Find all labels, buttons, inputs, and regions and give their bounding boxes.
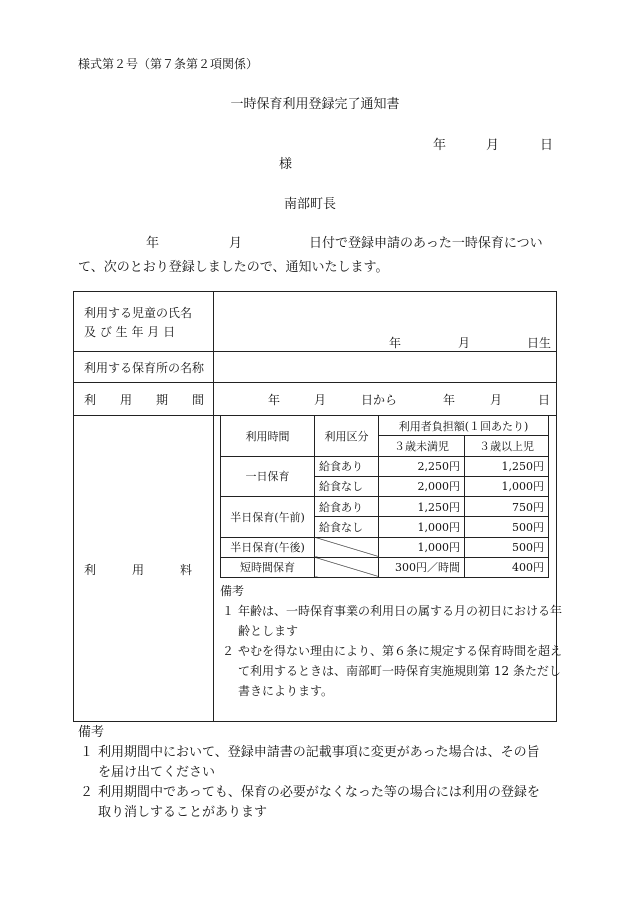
fee-over3: 500円	[465, 537, 549, 557]
intro-line2: て、次のとおり登録しましたので、通知いたします。	[78, 260, 389, 275]
period-label: 利 用 期 間	[84, 393, 205, 407]
fee-note-number: １	[222, 604, 235, 618]
fee-note-text: 齢とします	[238, 624, 299, 638]
fee-note-number: ２	[222, 644, 235, 658]
bottom-note-text: 利用期間中であっても、保育の必要がなくなった等の場合には利用の登録を	[98, 785, 540, 800]
fee-note-text: やむを得ない理由により、第６条に規定する保育時間を超え	[238, 644, 563, 658]
fee-under3: 1,250円	[379, 497, 465, 517]
bottom-note-number: １	[80, 745, 94, 760]
facility-label: 利用する保育所の名称	[84, 361, 205, 375]
bottom-note-number: ２	[80, 785, 94, 800]
fee-time: 半日保育(午後)	[221, 537, 315, 557]
fee-category: 給食なし	[315, 476, 379, 496]
fee-time: 短時間保育	[221, 557, 315, 577]
period-year-to: 年	[443, 393, 456, 407]
birth-year: 年	[389, 336, 402, 350]
fee-header-over3: ３歳以上児	[465, 436, 549, 456]
fee-category-empty	[315, 537, 379, 557]
period-year-from: 年	[268, 393, 281, 407]
table-row	[221, 456, 549, 476]
table-row	[221, 537, 549, 557]
fee-category-empty	[315, 557, 379, 577]
fee-notes-title: 備考	[220, 584, 245, 598]
table-row	[221, 497, 549, 517]
fee-over3: 400円	[465, 557, 549, 577]
fee-category: 給食あり	[315, 456, 379, 476]
intro-year: 年	[146, 236, 160, 251]
fee-under3: 300円／時間	[379, 557, 465, 577]
fee-over3: 750円	[465, 497, 549, 517]
fee-under3: 1,000円	[379, 537, 465, 557]
bottom-note-text: 取り消しすることがあります	[98, 805, 268, 820]
bottom-notes-title: 備考	[78, 725, 105, 740]
date-year: 年	[433, 138, 447, 153]
fee-time: 半日保育(午前)	[221, 497, 315, 538]
fee-under3: 2,000円	[379, 476, 465, 496]
fee-under3: 2,250円	[379, 456, 465, 476]
intro-month: 月	[229, 236, 243, 251]
table-row	[221, 557, 549, 577]
fee-header-charge: 利用者負担額(１回あたり)	[379, 416, 549, 436]
birth-day: 日生	[527, 336, 552, 350]
fee-time: 一日保育	[221, 456, 315, 497]
fee-note-text: 年齢は、一時保育事業の利用日の属する月の初日における年	[238, 604, 563, 618]
fee-category: 給食なし	[315, 517, 379, 537]
date-day: 日	[540, 138, 554, 153]
fee-over3: 1,000円	[465, 476, 549, 496]
issuer: 南部町長	[284, 197, 337, 212]
fee-header-under3: ３歳未満児	[379, 436, 465, 456]
addressee-suffix: 様	[279, 157, 293, 172]
date-month: 月	[486, 138, 500, 153]
period-day-to: 日	[538, 393, 551, 407]
bottom-note-text: を届け出てください	[98, 765, 216, 780]
fee-note-text: 書きによります。	[238, 684, 334, 698]
fee-note-text: て利用するときは、南部町一時保育実施規則第 12 条ただし	[238, 664, 561, 678]
fee-over3: 1,250円	[465, 456, 549, 476]
fee-header-category: 利用区分	[315, 416, 379, 457]
period-month-to: 月	[490, 393, 503, 407]
form-number: 様式第２号（第７条第２項関係）	[78, 57, 259, 71]
document-title: 一時保育利用登録完了通知書	[230, 97, 400, 112]
period-month-from: 月	[314, 393, 327, 407]
fee-over3: 500円	[465, 517, 549, 537]
fee-under3: 1,000円	[379, 517, 465, 537]
fee-category: 給食あり	[315, 497, 379, 517]
birth-month: 月	[458, 336, 471, 350]
fee-header-time: 利用時間	[221, 416, 315, 457]
intro-line1: 日付で登録申請のあった一時保育につい	[309, 236, 543, 251]
child-name-label: 利用する児童の氏名	[84, 306, 193, 320]
child-birth-label: 及 び 生 年 月 日	[84, 325, 176, 339]
fee-table	[220, 415, 549, 578]
fee-label: 利 用 料	[84, 563, 193, 577]
period-day-from: 日から	[361, 393, 398, 407]
bottom-note-text: 利用期間中において、登録申請書の記載事項に変更があった場合は、その旨	[98, 745, 540, 760]
